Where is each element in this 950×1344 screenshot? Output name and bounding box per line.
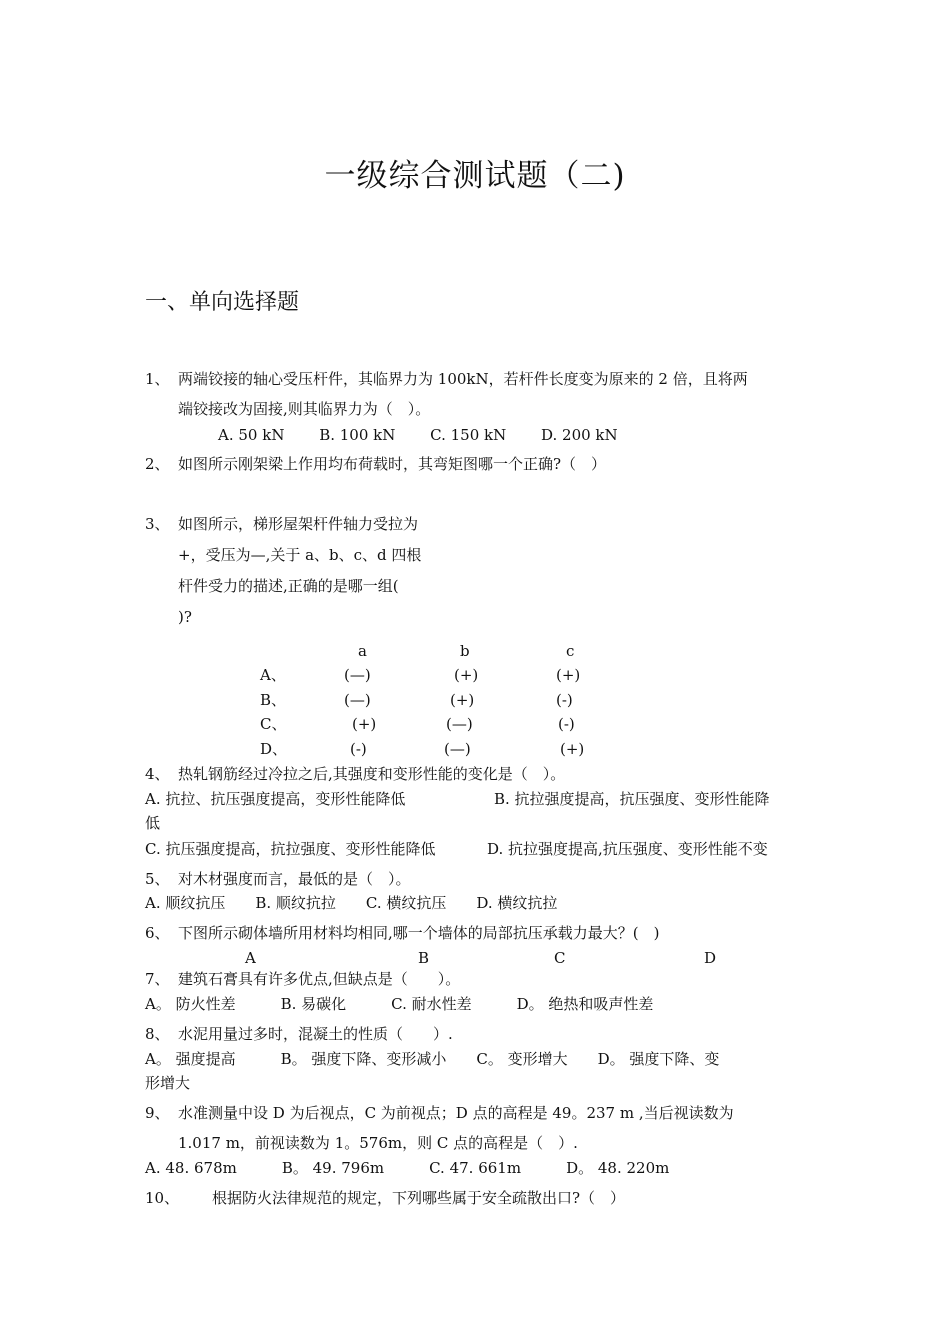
q10-number: 10、 bbox=[145, 1189, 180, 1207]
q3-line2: +，受压为—,关于 a、b、c、d 四根 bbox=[178, 546, 422, 564]
q3-cell: (—) bbox=[446, 715, 473, 733]
q3-cell: (-) bbox=[556, 691, 573, 709]
q3-cell: (+) bbox=[454, 666, 479, 684]
q7-text: 建筑石膏具有许多优点,但缺点是（ ）。 bbox=[178, 970, 461, 988]
q1-line1: 两端铰接的轴心受压杆件，其临界力为 100kN，若杆件长度变为原来的 2 倍，且将两 bbox=[178, 370, 748, 388]
q6-label-a: A bbox=[245, 949, 256, 967]
q3-row-label: C、 bbox=[260, 715, 287, 733]
q3-cell: (—) bbox=[444, 740, 471, 758]
q3-line1: 如图所示，梯形屋架杆件轴力受拉为 bbox=[178, 515, 419, 533]
page-title: 一级综合测试题（二) bbox=[324, 158, 626, 194]
q3-number: 3、 bbox=[145, 515, 170, 533]
q6-number: 6、 bbox=[145, 924, 170, 942]
q2-text: 如图所示刚架梁上作用均布荷载时，其弯矩图哪一个正确?（ ） bbox=[178, 455, 607, 473]
q4-number: 4、 bbox=[145, 765, 170, 783]
q3-cell: (+) bbox=[560, 740, 585, 758]
q8-text: 水泥用量过多时，混凝土的性质（ ）. bbox=[178, 1025, 453, 1043]
q3-header-b: b bbox=[460, 642, 470, 660]
q1-number: 1、 bbox=[145, 370, 170, 388]
q3-row-label: A、 bbox=[260, 666, 286, 684]
q9-options: A. 48. 678m B。 49. 796m C. 47. 661m D。 48. 220m bbox=[145, 1159, 670, 1177]
q7-number: 7、 bbox=[145, 970, 170, 988]
q3-cell: (-) bbox=[350, 740, 367, 758]
section-heading: 一、单向选择题 bbox=[145, 290, 300, 315]
q3-cell: (+) bbox=[352, 715, 377, 733]
q6-text: 下图所示砌体墙所用材料均相同,哪一个墙体的局部抗压承载力最大？( ) bbox=[178, 924, 660, 942]
q6-label-d: D bbox=[704, 949, 717, 967]
q4-option-c: C. 抗压强度提高，抗拉强度、变形性能降低 bbox=[145, 840, 436, 858]
q1-line2: 端铰接改为固接,则其临界力为（ ）。 bbox=[178, 400, 431, 418]
q4-option-b: B. 抗拉强度提高，抗压强度、变形性能降 bbox=[494, 790, 770, 808]
q3-header-c: c bbox=[566, 642, 575, 660]
q5-number: 5、 bbox=[145, 870, 170, 888]
q2-number: 2、 bbox=[145, 455, 170, 473]
q3-row-label: B、 bbox=[260, 691, 287, 709]
q3-cell: (+) bbox=[450, 691, 475, 709]
q3-header-a: a bbox=[358, 642, 367, 660]
q4-option-b-wrap: 低 bbox=[145, 814, 161, 832]
q1-options: A. 50 kN B. 100 kN C. 150 kN D. 200 kN bbox=[218, 426, 618, 444]
q8-number: 8、 bbox=[145, 1025, 170, 1043]
q3-line3: 杆件受力的描述,正确的是哪一组( bbox=[178, 577, 399, 595]
q5-options: A. 顺纹抗压 B. 顺纹抗拉 C. 横纹抗压 D. 横纹抗拉 bbox=[145, 894, 558, 912]
q4-option-a: A. 抗拉、抗压强度提高，变形性能降低 bbox=[145, 790, 406, 808]
q9-line1: 水准测量中设 D 为后视点，C 为前视点；D 点的高程是 49。237 m ,当后视读数为 bbox=[178, 1104, 734, 1122]
q9-number: 9、 bbox=[145, 1104, 170, 1122]
q7-options: A。 防火性差 B. 易碳化 C. 耐水性差 D。 绝热和吸声性差 bbox=[145, 995, 654, 1013]
q9-line2: 1.017 m，前视读数为 1。576m，则 C 点的高程是（ ）. bbox=[178, 1134, 578, 1152]
q4-option-d: D. 抗拉强度提高,抗压强度、变形性能不变 bbox=[487, 840, 768, 858]
q6-label-b: B bbox=[418, 949, 430, 967]
q3-cell: (+) bbox=[556, 666, 581, 684]
q3-line4: )? bbox=[178, 608, 192, 626]
q3-row-label: D、 bbox=[260, 740, 288, 758]
q8-options: A。 强度提高 B。 强度下降、变形减小 C。 变形增大 D。 强度下降、变 bbox=[145, 1050, 720, 1068]
q6-label-c: C bbox=[554, 949, 566, 967]
q4-text: 热轧钢筋经过冷拉之后,其强度和变形性能的变化是（ ）。 bbox=[178, 765, 566, 783]
q3-cell: (—) bbox=[344, 666, 371, 684]
q3-cell: (-) bbox=[558, 715, 575, 733]
q8-options-wrap: 形增大 bbox=[145, 1074, 191, 1092]
q5-text: 对木材强度而言，最低的是（ ）。 bbox=[178, 870, 411, 888]
q3-cell: (—) bbox=[344, 691, 371, 709]
q10-text: 根据防火法律规范的规定，下列哪些属于安全疏散出口?（ ） bbox=[212, 1189, 626, 1207]
